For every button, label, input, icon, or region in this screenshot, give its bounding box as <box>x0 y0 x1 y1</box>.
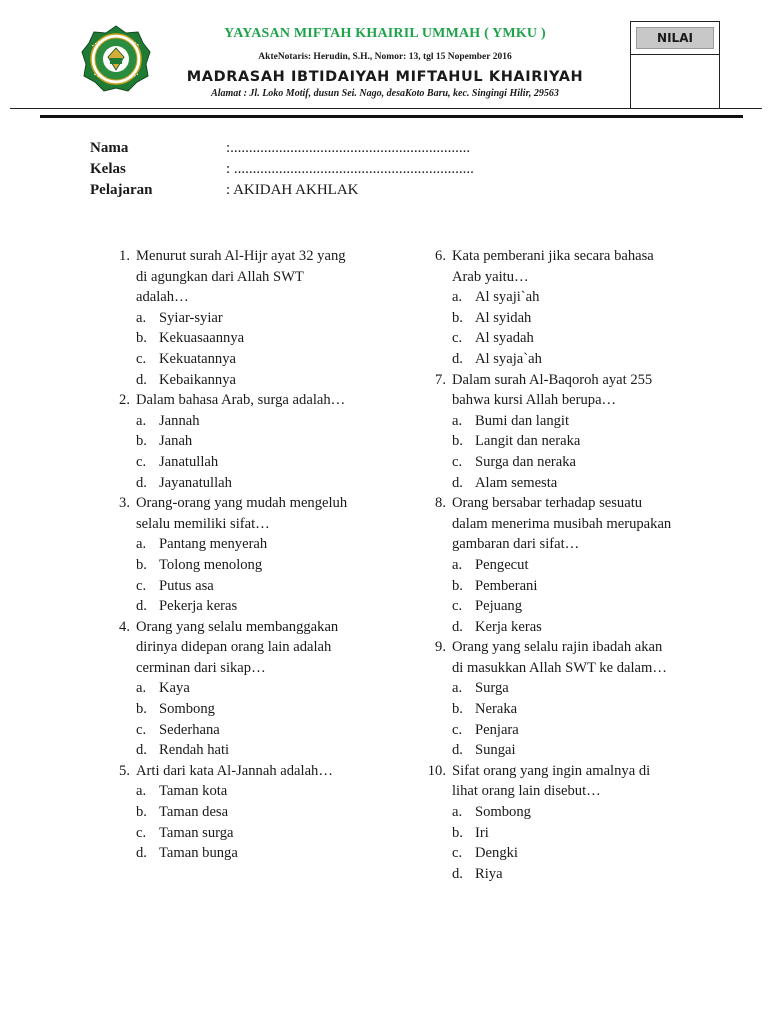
answer-option[interactable] <box>136 555 347 576</box>
option-text: Taman bunga <box>159 845 238 862</box>
score-box-header <box>631 22 719 55</box>
question-item <box>435 493 672 637</box>
option-text: Janatullah <box>159 453 219 470</box>
option-text: Pejuang <box>475 598 523 615</box>
question-item <box>119 761 347 864</box>
answer-option[interactable] <box>136 473 347 494</box>
question-number: 10. <box>427 762 446 779</box>
option-letter: b. <box>136 433 147 450</box>
option-text: Pantang menyerah <box>159 536 268 553</box>
info-label: Pelajaran <box>90 182 153 198</box>
question-text: gambaran dari sifat… <box>452 536 580 553</box>
question-text: Menurut surah Al-Hijr ayat 32 yang <box>136 248 346 264</box>
question-text: Dalam bahasa Arab, surga adalah… <box>136 392 346 409</box>
option-letter: d. <box>136 598 147 615</box>
option-text: Sombong <box>475 804 531 821</box>
option-letter: a. <box>136 536 147 553</box>
question-text: adalah… <box>136 289 189 306</box>
option-text: Surga dan neraka <box>475 453 577 470</box>
option-text: Jannah <box>159 412 200 429</box>
option-letter: a. <box>136 412 147 429</box>
option-letter: d. <box>452 742 463 759</box>
answer-option[interactable] <box>136 802 347 823</box>
answer-option[interactable] <box>136 596 347 617</box>
question-text: dalam menerima musibah merupakan <box>452 515 672 532</box>
question-item <box>427 761 671 885</box>
answer-option[interactable] <box>452 431 671 452</box>
option-letter: c. <box>136 453 147 470</box>
option-text: Kekuatannya <box>159 350 236 367</box>
answer-option[interactable] <box>452 576 671 597</box>
answer-option[interactable] <box>452 678 671 699</box>
answer-option[interactable] <box>136 328 347 349</box>
option-letter: a. <box>136 680 147 697</box>
question-line <box>119 246 347 267</box>
notary-deed: AkteNotaris: Herudin, S.H., Nomor: 13, tgl 15 Nopember 2016 <box>258 52 512 62</box>
option-letter: c. <box>452 453 463 470</box>
option-text: Sungai <box>475 742 516 759</box>
option-text: Janah <box>159 433 193 450</box>
answer-option[interactable] <box>136 349 347 370</box>
option-letter: c. <box>452 721 463 738</box>
option-letter: b. <box>136 556 147 573</box>
score-label: NILAI <box>636 27 714 49</box>
option-letter: a. <box>452 289 463 306</box>
option-letter: b. <box>452 309 463 326</box>
question-text: Kata pemberani jika secara bahasa <box>452 248 654 264</box>
answer-option[interactable] <box>452 473 671 494</box>
option-text: Taman desa <box>159 804 229 821</box>
option-letter: d. <box>136 845 147 862</box>
answer-option[interactable] <box>136 678 347 699</box>
answer-option[interactable] <box>452 802 671 823</box>
option-text: Bumi dan langit <box>475 412 570 429</box>
option-letter: a. <box>452 680 463 697</box>
option-text: Kerja keras <box>475 618 542 635</box>
answer-option[interactable] <box>452 452 671 473</box>
question-number: 7. <box>435 371 446 388</box>
answer-option[interactable] <box>452 720 671 741</box>
answer-option[interactable] <box>452 740 671 761</box>
option-letter: b. <box>136 330 147 347</box>
option-letter: c. <box>452 330 463 347</box>
info-label: Kelas <box>90 161 126 177</box>
question-text: cerminan dari sikap… <box>136 659 266 676</box>
questions-column-right <box>427 246 672 884</box>
option-letter: b. <box>136 701 147 718</box>
info-label: Nama <box>90 140 129 156</box>
option-text: Pemberani <box>475 577 538 594</box>
question-item <box>119 493 348 617</box>
option-text: Rendah hati <box>159 742 230 759</box>
question-text: Arab yaitu… <box>452 268 529 285</box>
question-item <box>435 637 671 761</box>
school-emblem-icon <box>80 24 152 96</box>
option-letter: c. <box>136 350 147 367</box>
answer-option[interactable] <box>136 370 347 391</box>
option-text: Surga <box>475 680 509 697</box>
option-letter: b. <box>452 701 463 718</box>
option-text: Al syidah <box>475 309 532 326</box>
option-text: Riya <box>475 865 503 882</box>
option-letter: b. <box>452 577 463 594</box>
question-line <box>119 761 347 782</box>
answer-option[interactable] <box>452 411 671 432</box>
question-text: selalu memiliki sifat… <box>136 515 270 532</box>
answer-option[interactable] <box>136 720 347 741</box>
option-letter: a. <box>452 804 463 821</box>
school-name: MADRASAH IBTIDAIYAH MIFTAHUL KHAIRIYAH <box>186 69 584 85</box>
school-address: Alamat : Jl. Loko Motif, dusun Sei. Nago, desaKoto Baru, kec. Singingi Hilir, 29563 <box>211 88 559 99</box>
option-text: Al syaja`ah <box>475 350 542 367</box>
answer-option[interactable] <box>136 431 347 452</box>
question-item <box>119 617 347 761</box>
question-line <box>452 534 671 555</box>
header-rule <box>40 115 743 118</box>
answer-option[interactable] <box>136 843 347 864</box>
option-text: Tolong menolong <box>159 556 263 573</box>
option-letter: a. <box>136 309 147 326</box>
option-text: Taman surga <box>159 824 234 841</box>
question-text: di agungkan dari Allah SWT <box>136 268 304 285</box>
question-item <box>119 246 347 390</box>
answer-option[interactable] <box>452 555 671 576</box>
question-item <box>435 246 671 370</box>
questions-column-left <box>119 246 348 864</box>
option-text: Kekuasaannya <box>159 330 245 347</box>
option-letter: b. <box>452 824 463 841</box>
question-text: Orang bersabar terhadap sesuatu <box>452 495 643 512</box>
question-number: 2. <box>119 392 130 409</box>
answer-option[interactable] <box>136 534 347 555</box>
question-line <box>136 637 347 658</box>
option-text: Iri <box>475 824 489 841</box>
question-text: Sifat orang yang ingin amalnya di <box>452 762 651 779</box>
option-text: Taman kota <box>159 783 228 800</box>
question-item <box>119 390 347 493</box>
answer-option[interactable] <box>136 699 347 720</box>
option-text: Putus asa <box>159 577 214 594</box>
question-line <box>452 390 671 411</box>
option-text: Al syadah <box>475 330 534 347</box>
question-line <box>136 658 347 679</box>
question-line <box>452 514 671 535</box>
option-text: Penjara <box>475 721 519 738</box>
option-letter: c. <box>136 824 147 841</box>
option-letter: c. <box>452 845 463 862</box>
option-letter: a. <box>452 556 463 573</box>
question-number: 5. <box>119 762 130 779</box>
answer-option[interactable] <box>452 328 671 349</box>
answer-option[interactable] <box>136 576 347 597</box>
question-text: Orang-orang yang mudah mengeluh <box>136 495 348 512</box>
answer-option[interactable] <box>452 596 671 617</box>
answer-option[interactable] <box>136 452 347 473</box>
score-box <box>630 21 720 109</box>
option-letter: c. <box>452 598 463 615</box>
question-line <box>136 514 347 535</box>
answer-option[interactable] <box>136 740 347 761</box>
answer-option[interactable] <box>136 308 347 329</box>
question-number: 8. <box>435 495 446 512</box>
answer-option[interactable] <box>452 308 671 329</box>
foundation-name: YAYASAN MIFTAH KHAIRIL UMMAH ( YMKU ) <box>224 26 546 41</box>
option-letter: d. <box>452 474 463 491</box>
option-text: Al syaji`ah <box>475 289 540 306</box>
option-letter: d. <box>136 371 147 388</box>
question-line <box>452 267 671 288</box>
subject-value: : AKIDAH AKHLAK <box>226 182 359 198</box>
question-number: 1. <box>119 248 130 264</box>
option-text: Pengecut <box>475 556 529 573</box>
option-letter: d. <box>452 618 463 635</box>
question-line <box>435 493 671 514</box>
option-letter: b. <box>452 433 463 450</box>
answer-option[interactable] <box>452 287 671 308</box>
question-number: 6. <box>435 248 446 264</box>
option-letter: b. <box>136 804 147 821</box>
question-line <box>435 637 671 658</box>
option-text: Langit dan neraka <box>475 433 581 450</box>
answer-option[interactable] <box>452 699 671 720</box>
question-line <box>136 287 347 308</box>
option-text: Alam semesta <box>475 474 558 491</box>
option-letter: c. <box>136 721 147 738</box>
option-letter: d. <box>452 865 463 882</box>
question-line <box>119 390 347 411</box>
option-text: Sederhana <box>159 721 220 738</box>
option-text: Pekerja keras <box>159 598 238 615</box>
option-letter: d. <box>136 742 147 759</box>
question-line <box>136 267 347 288</box>
option-text: Dengki <box>475 845 518 862</box>
question-text: Dalam surah Al-Baqoroh ayat 255 <box>452 371 653 388</box>
question-text: Orang yang selalu membanggakan <box>136 618 339 635</box>
question-text: dirinya didepan orang lain adalah <box>136 639 332 656</box>
question-number: 3. <box>119 495 130 512</box>
header-divider <box>10 108 762 109</box>
question-number: 9. <box>435 639 446 656</box>
option-text: Sombong <box>159 701 215 718</box>
question-text: Orang yang selalu rajin ibadah akan <box>452 639 663 656</box>
question-line <box>119 617 347 638</box>
question-line <box>119 493 348 514</box>
option-text: Kaya <box>159 680 190 697</box>
option-text: Syiar-syiar <box>159 309 223 326</box>
class-field[interactable]: : ................................................................ <box>226 161 474 177</box>
answer-option[interactable] <box>136 411 347 432</box>
option-letter: c. <box>136 577 147 594</box>
option-text: Jayanatullah <box>159 474 232 491</box>
option-letter: a. <box>136 783 147 800</box>
answer-option[interactable] <box>452 823 671 844</box>
question-line <box>427 761 671 782</box>
question-line <box>452 781 671 802</box>
question-text: di masukkan Allah SWT ke dalam… <box>452 659 667 676</box>
option-text: Neraka <box>475 701 518 718</box>
option-text: Kebaikannya <box>159 371 236 388</box>
question-number: 4. <box>119 618 130 635</box>
answer-option[interactable] <box>452 843 671 864</box>
question-line <box>452 658 671 679</box>
option-letter: d. <box>136 474 147 491</box>
answer-option[interactable] <box>452 864 671 885</box>
question-item <box>435 370 671 494</box>
question-text: bahwa kursi Allah berupa… <box>452 392 617 409</box>
answer-option[interactable] <box>136 823 347 844</box>
answer-option[interactable] <box>136 781 347 802</box>
question-text: lihat orang lain disebut… <box>452 783 601 800</box>
question-line <box>435 246 671 267</box>
question-line <box>435 370 671 391</box>
option-letter: a. <box>452 412 463 429</box>
answer-option[interactable] <box>452 349 671 370</box>
option-letter: d. <box>452 350 463 367</box>
name-field[interactable]: :................................................................ <box>226 140 471 156</box>
answer-option[interactable] <box>452 617 671 638</box>
question-text: Arti dari kata Al-Jannah adalah… <box>136 762 333 779</box>
